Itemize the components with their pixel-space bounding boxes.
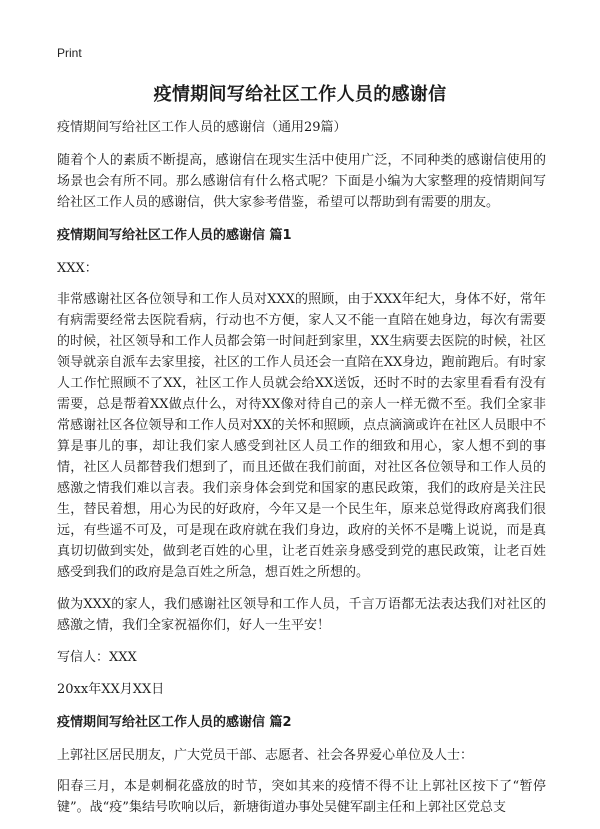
section2-paragraph-1: 阳春三月，本是刺桐花盛放的时节，突如其来的疫情不得不让上郭社区按下了“暂停键”。战“疫”集结号吹响以后，新塘街道办事处吴健军副主任和上郭社区党总支 (57, 779, 546, 815)
document-title: 疫情期间写给社区工作人员的感谢信 (153, 84, 447, 105)
section-heading-1: 疫情期间写给社区工作人员的感谢信 篇1 (57, 228, 292, 243)
section1-paragraph-2: 做为XXX的家人，我们感谢社区领导和工作人员，千言万语都无法表达我们对社区的感激之情，我们全家祝福你们，好人一生平安！ (57, 597, 546, 633)
document-body (57, 117, 546, 829)
letter-date: 20xx年XX月XX日 (57, 682, 165, 697)
salutation-2: 上郭社区居民朋友，广大党员干部、志愿者、社会各界爱心单位及人士： (57, 748, 474, 763)
document-subtitle: 疫情期间写给社区工作人员的感谢信（通用29篇） (57, 120, 347, 135)
print-link[interactable]: Print (57, 46, 82, 60)
section-heading-2: 疫情期间写给社区工作人员的感谢信 篇2 (57, 715, 292, 730)
intro-paragraph: 随着个人的素质不断提高，感谢信在现实生活中使用广泛，不同种类的感谢信使用的场景也会有所不同。那么感谢信有什么格式呢？下面是小编为大家整理的疫情期间写给社区工作人员的感谢信，供大家参考借鉴，希望可以帮助到有需要的朋友。 (57, 153, 546, 210)
signature: 写信人：XXX (57, 650, 137, 665)
section1-paragraph-1: 非常感谢社区各位领导和工作人员对XXX的照顾，由于XXX年纪大，身体不好，常年有病需要经常去医院看病，行动也不方便，家人又不能一直陪在她身边，每次有需要的时候，社区领导和工作人员都会第一时间赶到家里，XX生病要去医院的时候，社区领导就亲自派车去家里接，社区的工作人员还会一直陪在XX身边，跑前跑后。有时家人工作忙照顾不了XX，社区工作人员就会给XX送饭，还时不时的去家里看看有没有需要，总是帮着XX做点什么，对待XX像对待自己的亲人一样无微不至。我们全家非常感谢社区各位领导和工作人员对XX的关怀和照顾，点点滴滴或许在社区人员眼中不算是事儿的事，却让我们家人感受到社区人员工作的细致和用心，家人想不到的事情，社区人员都替我们想到了，而且还做在我们前面，对社区各位领导和工作人员的感激之情我们难以言表。我们亲身体会到党和国家的惠民政策，我们的政府是关注民生，替民着想，用心为民的好政府，今年又是一个民生年，原来总觉得政府离我们很远，有些遥不可及，可是现在政府就在我们身边，政府的关怀不是嘴上说说，而是真真切切做到实处，做到老百姓的心里，让老百姓亲身感受到党的惠民政策，让老百姓感受到我们的政府是急百姓之所急，想百姓之所想的。 (57, 292, 546, 580)
salutation-1: XXX： (57, 261, 98, 276)
